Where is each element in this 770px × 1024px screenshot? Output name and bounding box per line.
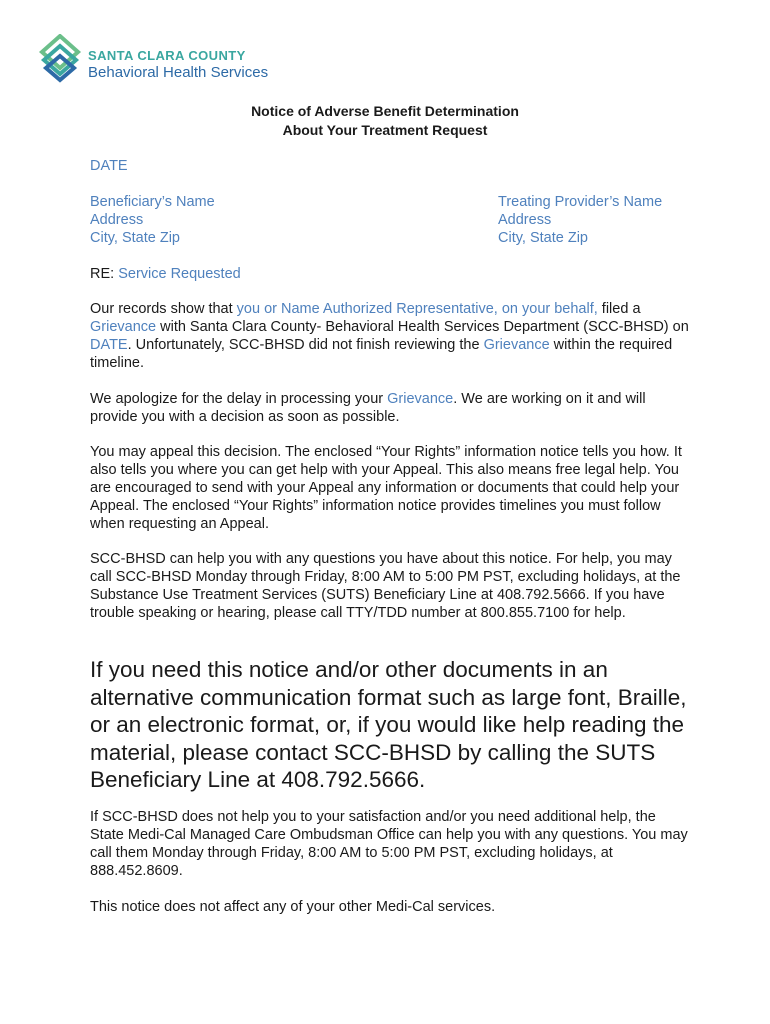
date-placeholder-inline: DATE (90, 337, 128, 353)
logo-county-name: SANTA CLARA COUNTY (88, 48, 246, 63)
provider-city: City, State Zip (498, 230, 588, 246)
notice-subtitle: About Your Treatment Request (282, 122, 488, 138)
grievance-placeholder: Grievance (90, 319, 157, 335)
beneficiary-name: Beneficiary’s Name (90, 194, 215, 210)
ombudsman-paragraph: If SCC-BHSD does not help you to your satisfaction and/or you need additional help, the State Medi-Cal Managed Care Ombudsman Office can help you with any questions. You may call them Monday through Friday, 8:00 AM to 5:00 PM PST, excluding holidays, at 888.452.8609. (90, 809, 688, 879)
appeal-paragraph: You may appeal this decision. The enclosed “Your Rights” information notice tells you how. It also tells you where you can get help with your Appeal. This also means free legal help. You are encouraged to send with your Appeal any information or documents that could help your Appeal. The enclosed “Your Rights” information notice provides timelines you must follow when requesting an Appeal. (90, 444, 682, 532)
beneficiary-address: Address (90, 212, 144, 228)
text-run: within the required timeline. (90, 337, 673, 371)
notice-title: Notice of Adverse Benefit Determination (251, 103, 519, 119)
provider-address: Address (498, 212, 552, 228)
diamond-logo-icon (38, 34, 84, 84)
text-run: with Santa Clara County- Behavioral Health Services Department (SCC-BHSD) on (156, 319, 689, 335)
help-paragraph: SCC-BHSD can help you with any questions you have about this notice. For help, you may call SCC-BHSD Monday through Friday, 8:00 AM to 5:00 PM PST, excluding holidays, at the Substance Use Treatment Services (SUTS) Beneficiary Line at 408.792.5666. If you have trouble speaking or hearing, please call TTY/TDD number at 800.855.7100 for help. (90, 551, 681, 621)
date-placeholder: DATE (90, 158, 128, 174)
grievance-placeholder: Grievance (483, 337, 550, 353)
beneficiary-city: City, State Zip (90, 230, 180, 246)
text-run: . Unfortunately, SCC-BHSD did not finish reviewing the (127, 337, 484, 353)
apology-paragraph (90, 390, 690, 426)
text-run: Our records show that (90, 301, 237, 317)
logo-department-name: Behavioral Health Services (88, 64, 269, 81)
re-service: Service Requested (118, 266, 241, 282)
provider-name: Treating Provider’s Name (498, 194, 663, 210)
text-run: . We are working on it and will provide you with a decision as soon as possible. (90, 391, 646, 425)
scc-bhs-logo (38, 34, 298, 86)
grievance-placeholder: Grievance (387, 391, 454, 407)
re-label: RE: (90, 266, 115, 282)
re-line (90, 265, 241, 283)
text-run: filed a (597, 301, 641, 317)
medi-cal-paragraph: This notice does not affect any of your other Medi-Cal services. (90, 899, 496, 915)
alternative-format-notice: If you need this notice and/or other documents in an alternative communication format such as large font, Braille, or an electronic format, or, if you would like help reading the material, please contact SCC-BHSD by calling the SUTS Beneficiary Line at 408.792.5666. (90, 657, 687, 792)
records-paragraph (90, 300, 690, 372)
representative-placeholder: you or Name Authorized Representative, on your behalf, (236, 301, 598, 317)
text-run: We apologize for the delay in processing your (90, 391, 388, 407)
